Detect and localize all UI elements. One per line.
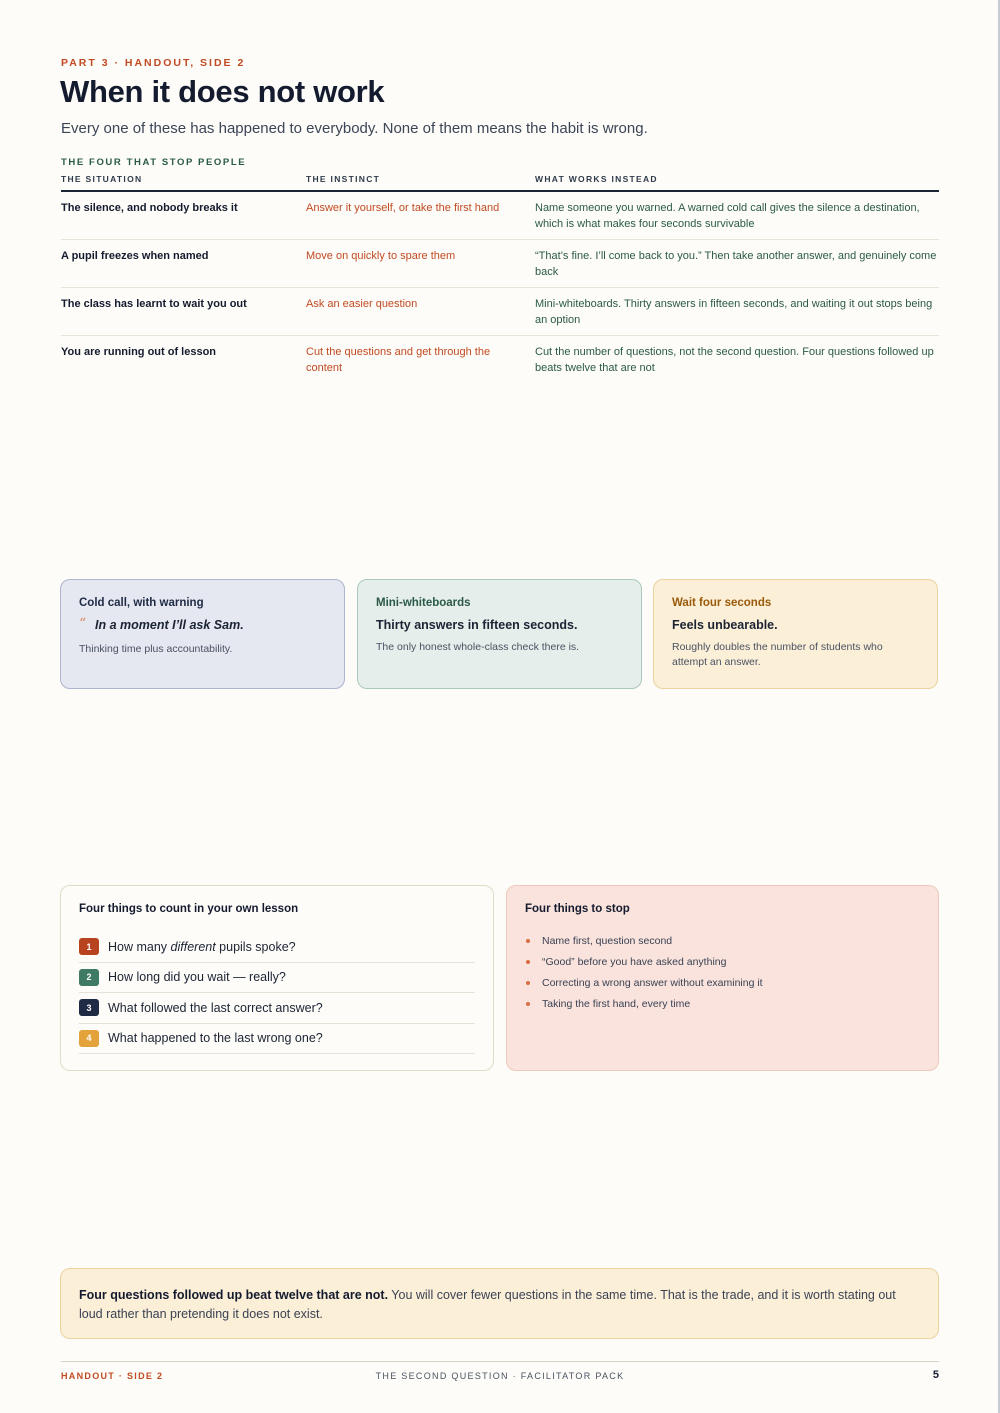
column-header-instinct: THE INSTINCT: [306, 174, 381, 184]
stop-item-text: Correcting a wrong answer without examining it: [542, 976, 763, 989]
cold-call-body: Thinking time plus accountability.: [79, 643, 233, 655]
footer-title: THE SECOND QUESTION · FACILITATOR PACK: [375, 1371, 625, 1381]
instead-cell: Name someone you warned. A warned cold call gives the silence a destination, which is what makes four seconds survivable: [535, 202, 920, 230]
table-heading: THE FOUR THAT STOP PEOPLE: [61, 157, 247, 168]
number-badge: 2: [79, 969, 99, 986]
number-badge: 4: [79, 1030, 99, 1047]
instead-cell: “That’s fine. I’ll come back to you.” Then take another answer, and genuinely come back: [535, 250, 937, 278]
number-badge: 1: [79, 938, 99, 955]
table-row: [61, 192, 939, 240]
list-item: [525, 972, 920, 993]
count-item-text: What happened to the last wrong one?: [108, 1031, 323, 1046]
footer-section: HANDOUT · SIDE 2: [61, 1371, 164, 1381]
list-item: [79, 963, 475, 994]
list-item: [79, 1024, 475, 1055]
list-item: [79, 932, 475, 963]
table-header: [61, 172, 939, 192]
summary-callout: [60, 1268, 939, 1339]
cold-call-card: [60, 579, 345, 689]
whiteboards-title: Mini-whiteboards: [376, 597, 471, 609]
count-box: [60, 885, 494, 1071]
list-item: [525, 993, 920, 1014]
instinct-cell: Answer it yourself, or take the first hand: [306, 202, 500, 214]
page-subtitle: Every one of these has happened to everybody. None of them means the habit is wrong.: [61, 120, 648, 137]
count-item-text: [108, 940, 296, 954]
cold-call-title: Cold call, with warning: [79, 597, 204, 609]
table-row: [61, 288, 939, 336]
instinct-cell: Cut the questions and get through the content: [306, 346, 491, 374]
count-text-after: pupils spoke?: [215, 939, 296, 954]
column-header-instead: WHAT WORKS INSTEAD: [535, 174, 658, 184]
section-eyebrow: PART 3 · HANDOUT, SIDE 2: [61, 57, 246, 69]
wait-title: Wait four seconds: [672, 597, 772, 609]
page-number: 5: [932, 1369, 939, 1381]
footer-divider: [61, 1361, 939, 1362]
whiteboards-lead: Thirty answers in fifteen seconds.: [376, 618, 578, 632]
wait-lead: Feels unbearable.: [672, 618, 778, 632]
list-item: [525, 951, 920, 972]
situation-cell: The silence, and nobody breaks it: [61, 202, 238, 214]
stop-box: [506, 885, 939, 1071]
number-badge: 3: [79, 999, 99, 1016]
column-header-situation: THE SITUATION: [61, 174, 143, 184]
callout-text: You will cover fewer questions in the same time. That is the trade, and it is worth stating out loud rather than pretending it does not exist.: [79, 1288, 896, 1321]
instinct-cell: Ask an easier question: [306, 298, 418, 310]
bullet-icon: [526, 981, 530, 985]
count-text-emphasis: different: [170, 939, 216, 954]
situation-cell: A pupil freezes when named: [61, 250, 209, 262]
wait-card: [653, 579, 938, 689]
count-item-text: How long did you wait — really?: [108, 970, 286, 985]
whiteboards-card: [357, 579, 642, 689]
whiteboards-body: The only honest whole-class check there is.: [376, 641, 580, 653]
cold-call-quote-text: In a moment I’ll ask Sam.: [95, 618, 244, 632]
situation-cell: The class has learnt to wait you out: [61, 298, 247, 310]
bullet-icon: [526, 1002, 530, 1006]
stop-item-text: Name first, question second: [542, 934, 673, 947]
instead-cell: Cut the number of questions, not the second question. Four questions followed up beats twelve that are not: [535, 346, 934, 374]
page-title: When it does not work: [60, 74, 385, 109]
situations-table: [61, 172, 939, 384]
list-item: [79, 993, 475, 1024]
callout-bold: Four questions followed up beat twelve that are not.: [79, 1288, 389, 1302]
instinct-cell: Move on quickly to spare them: [306, 250, 456, 262]
list-item: [525, 930, 920, 951]
instead-cell: Mini-whiteboards. Thirty answers in fifteen seconds, and waiting it out stops being an option: [535, 298, 933, 326]
situation-cell: You are running out of lesson: [61, 346, 217, 358]
bullet-icon: [526, 960, 530, 964]
stop-item-text: “Good” before you have asked anything: [542, 955, 727, 968]
bullet-icon: [526, 939, 530, 943]
table-row: [61, 336, 939, 384]
quote-mark-icon: “: [79, 616, 87, 632]
cold-call-quote: [79, 618, 326, 632]
count-item-text: What followed the last correct answer?: [108, 1000, 323, 1015]
count-box-title: Four things to count in your own lesson: [79, 903, 299, 915]
stop-box-title: Four things to stop: [525, 903, 630, 915]
wait-body: Roughly doubles the number of students who attempt an answer.: [672, 641, 883, 668]
table-row: [61, 240, 939, 288]
stop-item-text: Taking the first hand, every time: [542, 997, 691, 1010]
count-text-before: How many: [108, 939, 171, 954]
